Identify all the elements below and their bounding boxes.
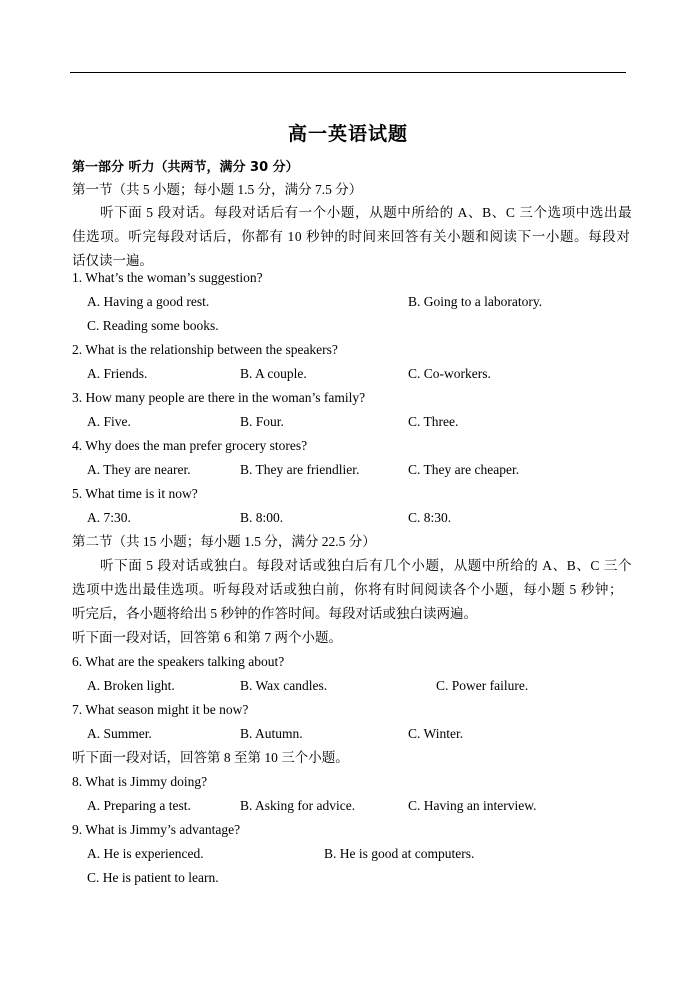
- question-1-option-a: A. Having a good rest.: [87, 294, 210, 309]
- section1-instruction-line: 话仅读一遍。: [72, 253, 153, 268]
- question-3: 3. How many people are there in the woman’s family?: [72, 390, 366, 405]
- question-2: 2. What is the relationship between the speakers?: [72, 342, 338, 357]
- question-6-option-a: A. Broken light.: [87, 678, 175, 693]
- question-7: 7. What season might it be now?: [72, 702, 249, 717]
- question-7-option-c: C. Winter.: [408, 726, 464, 741]
- question-1: 1. What’s the woman’s suggestion?: [72, 270, 263, 285]
- question-9-option-a: A. He is experienced.: [87, 846, 204, 861]
- question-3-option-b: B. Four.: [240, 414, 284, 429]
- dialog-8-intro: 听下面一段对话，回答第 8 至第 10 三个小题。: [72, 750, 349, 765]
- section1-heading: 第一节（共 5 小题；每小题 1.5 分，满分 7.5 分）: [72, 182, 363, 197]
- question-2-option-b: B. A couple.: [240, 366, 307, 381]
- question-8-option-a: A. Preparing a test.: [87, 798, 191, 813]
- question-3-option-c: C. Three.: [408, 414, 459, 429]
- question-2-option-a: A. Friends.: [87, 366, 148, 381]
- header-rule: [70, 72, 626, 73]
- question-9: 9. What is Jimmy’s advantage?: [72, 822, 241, 837]
- section1-instruction-line: 佳选项。听完每段对话后，你都有 10 秒钟的时间来回答有关小题和阅读下一小题。每段对: [72, 229, 631, 244]
- page-title: 高一英语试题: [287, 123, 408, 145]
- part1-heading: 第一部分 听力（共两节，满分 30 分）: [72, 160, 299, 175]
- section2-instruction-line: 听下面 5 段对话或独白。每段对话或独白后有几个小题，从题中所给的 A、B、C 三个: [100, 558, 633, 573]
- question-4-option-c: C. They are cheaper.: [408, 462, 520, 477]
- question-1-option-c: C. Reading some books.: [87, 318, 219, 333]
- question-5-option-b: B. 8:00.: [240, 510, 284, 525]
- question-1-option-b: B. Going to a laboratory.: [408, 294, 543, 309]
- section1-instruction-line: 听下面 5 段对话。每段对话后有一个小题，从题中所给的 A、B、C 三个选项中选出最: [100, 205, 633, 220]
- question-5-option-c: C. 8:30.: [408, 510, 452, 525]
- section2-heading: 第二节（共 15 小题；每小题 1.5 分，满分 22.5 分）: [72, 534, 376, 549]
- question-6-option-b: B. Wax candles.: [240, 678, 328, 693]
- question-5-option-a: A. 7:30.: [87, 510, 131, 525]
- question-6: 6. What are the speakers talking about?: [72, 654, 285, 669]
- question-5: 5. What time is it now?: [72, 486, 198, 501]
- question-8-option-c: C. Having an interview.: [408, 798, 537, 813]
- section2-instruction-line: 听完后，各小题将给出 5 秒钟的作答时间。每段对话或独白读两遍。: [72, 606, 477, 621]
- question-9-option-b: B. He is good at computers.: [324, 846, 475, 861]
- question-4-option-b: B. They are friendlier.: [240, 462, 360, 477]
- dialog-6-intro: 听下面一段对话，回答第 6 和第 7 两个小题。: [72, 630, 342, 645]
- question-4: 4. Why does the man prefer grocery stores?: [72, 438, 308, 453]
- question-7-option-b: B. Autumn.: [240, 726, 303, 741]
- question-3-option-a: A. Five.: [87, 414, 131, 429]
- question-8-option-b: B. Asking for advice.: [240, 798, 356, 813]
- question-6-option-c: C. Power failure.: [436, 678, 529, 693]
- question-7-option-a: A. Summer.: [87, 726, 152, 741]
- question-9-option-c: C. He is patient to learn.: [87, 870, 219, 885]
- section2-instruction-line: 选项中选出最佳选项。听每段对话或独白前，你将有时间阅读各个小题，每小题 5 秒钟；: [72, 582, 624, 597]
- question-4-option-a: A. They are nearer.: [87, 462, 191, 477]
- question-8: 8. What is Jimmy doing?: [72, 774, 208, 789]
- question-2-option-c: C. Co-workers.: [408, 366, 491, 381]
